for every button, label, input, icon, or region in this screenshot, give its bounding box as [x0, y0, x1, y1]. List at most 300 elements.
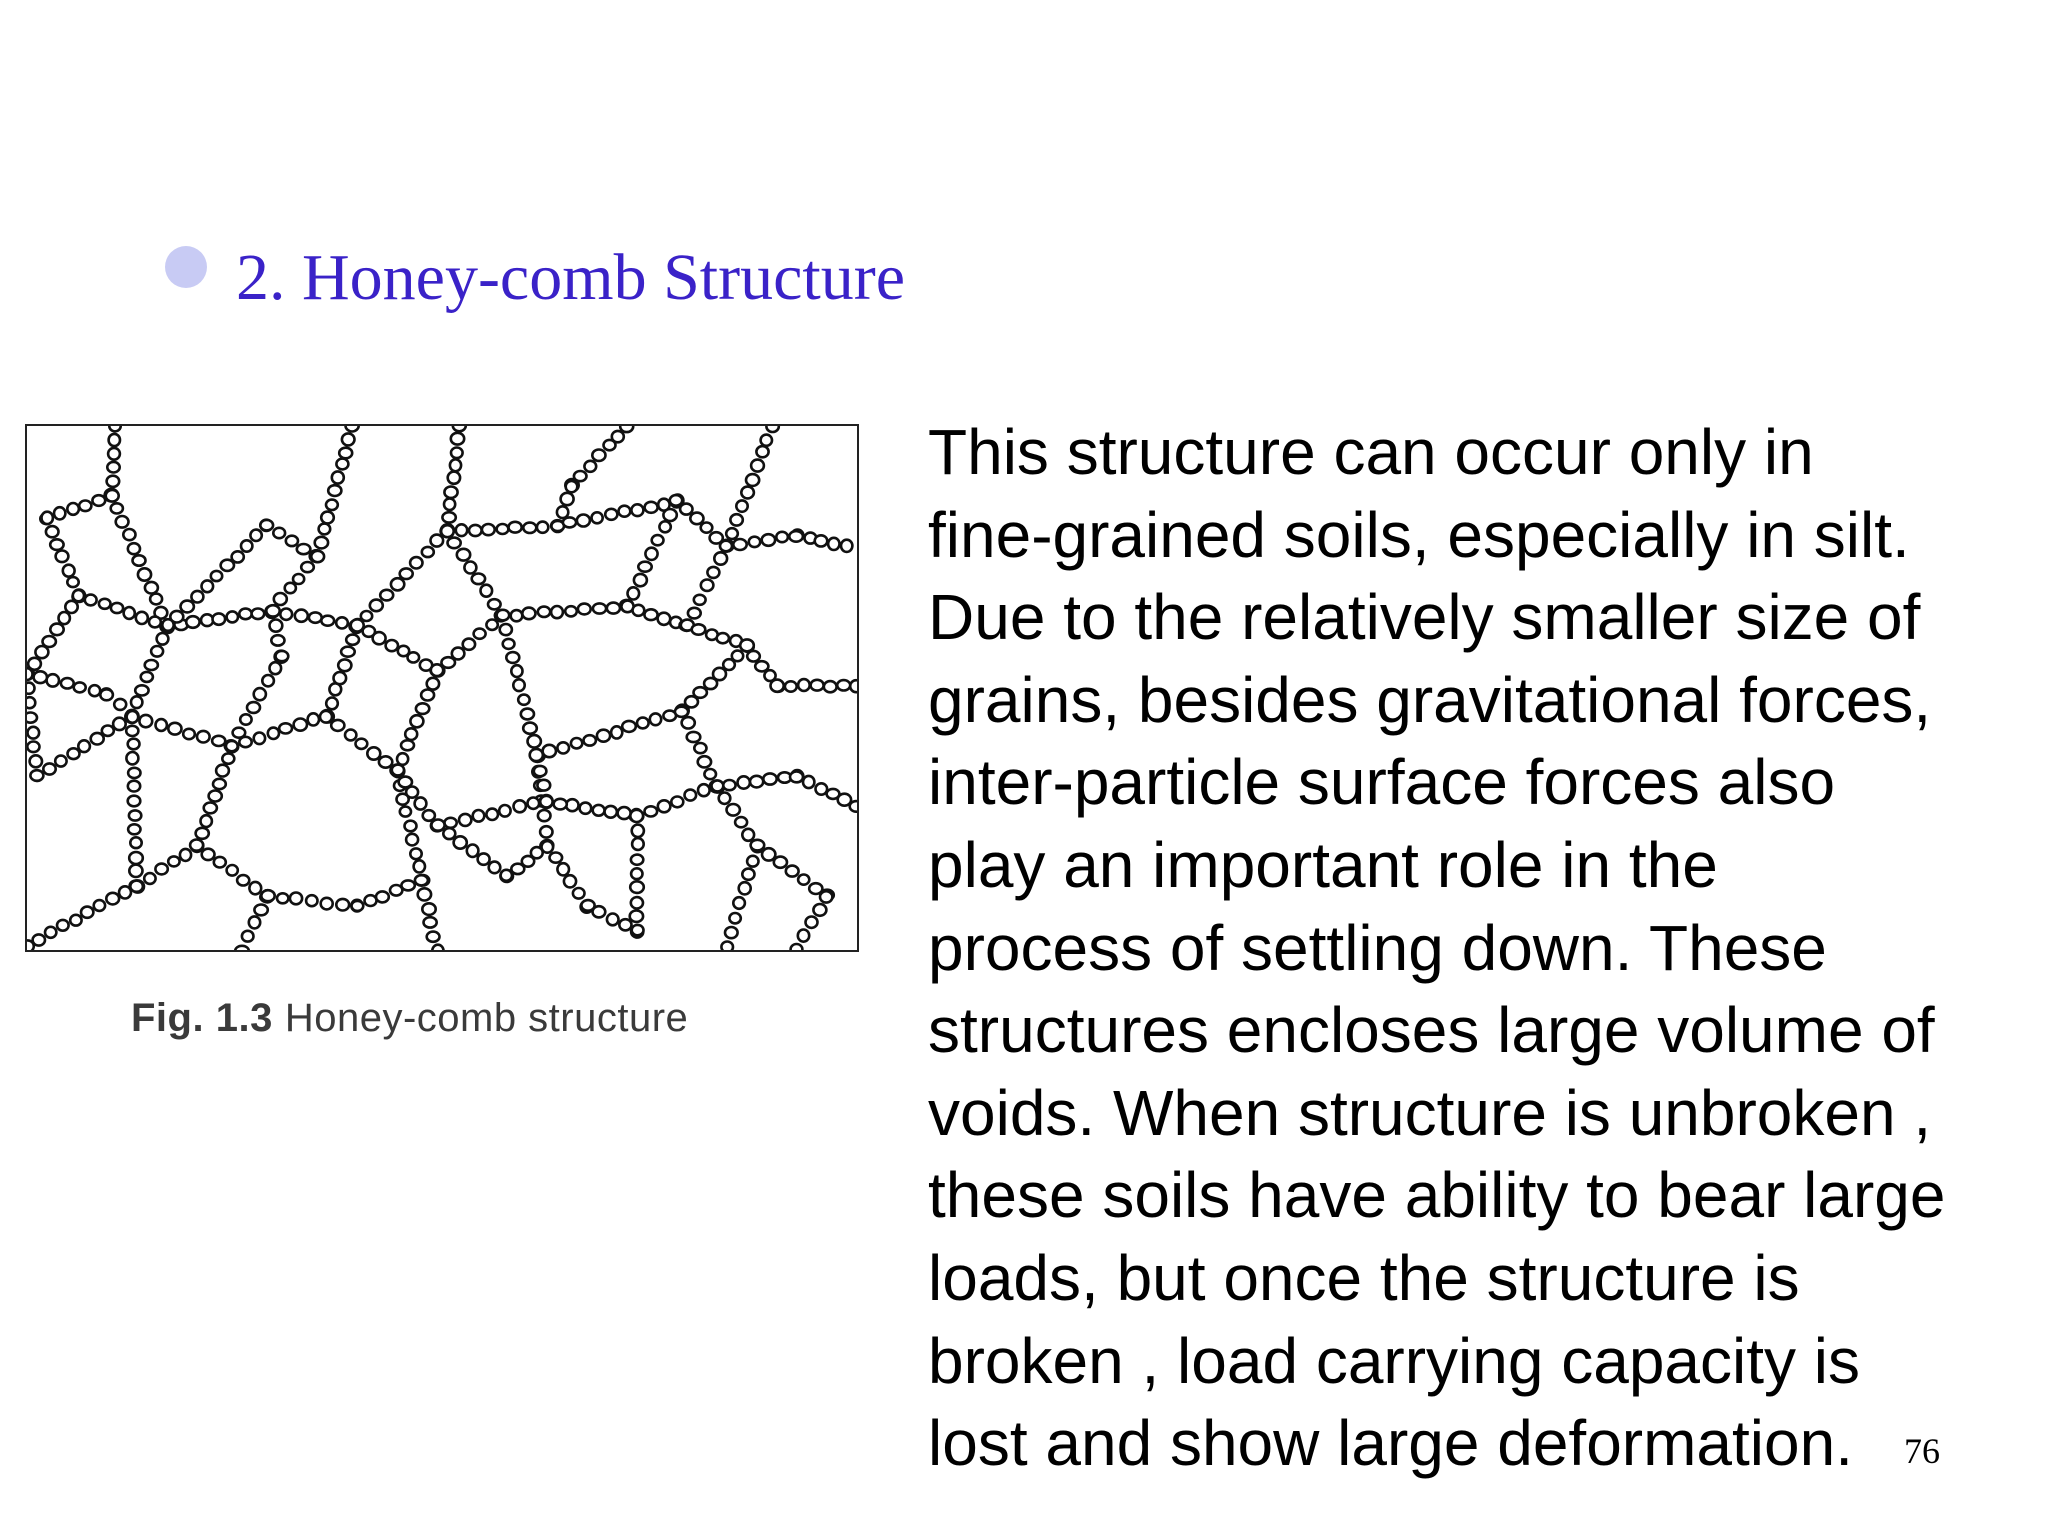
grain-particle [100, 689, 113, 700]
grain-particle [453, 426, 466, 431]
grain-particle [486, 809, 498, 820]
grain-particle [180, 849, 191, 861]
grain-particle [726, 528, 738, 539]
figure-caption-text: Honey-comb structure [284, 996, 689, 1040]
grain-particle [742, 829, 754, 841]
grain-particle [168, 856, 179, 866]
grain-particle [145, 582, 158, 594]
grain-particle [645, 548, 657, 560]
grain-particle [497, 524, 509, 534]
grain-particle [738, 776, 750, 788]
grain-particle [226, 741, 238, 751]
grain-particle [685, 790, 697, 801]
grain-particle [141, 672, 153, 682]
grain-particle [391, 578, 404, 590]
grain-particle [102, 726, 114, 736]
grain-particle [514, 800, 526, 812]
grain-particle [260, 520, 273, 530]
grain-particle [34, 671, 47, 683]
grain-particle [850, 801, 857, 812]
grain-particle [634, 574, 647, 586]
grain-particle [70, 915, 81, 926]
grain-particle [254, 905, 267, 916]
grain-particle [315, 537, 328, 549]
grain-particle [742, 869, 754, 880]
grain-particle [27, 683, 35, 694]
grain-particle [511, 610, 523, 621]
grain-particle [85, 595, 97, 606]
figure-caption-number: Fig. 1.3 [131, 996, 273, 1040]
grain-particle [54, 507, 65, 519]
body-paragraph [928, 411, 2028, 1485]
grain-particle [73, 590, 84, 601]
grain-particle [506, 652, 519, 663]
body-line: lost and show large deformation. [928, 1407, 1853, 1480]
grain-particle [774, 857, 787, 868]
grain-particle [235, 946, 249, 950]
grain-particle [131, 696, 142, 708]
grain-particle [249, 882, 261, 894]
grain-particle [557, 742, 569, 753]
grain-particle [750, 776, 763, 788]
grain-particle [820, 891, 832, 902]
grain-particle [99, 599, 111, 609]
grain-particle [339, 448, 352, 459]
grain-particle [644, 609, 657, 620]
grain-particle [762, 848, 775, 860]
grain-particle [139, 715, 152, 727]
grain-particle [658, 800, 671, 812]
grain-particle [356, 739, 368, 749]
grain-particle [593, 805, 605, 816]
grain-particle [650, 713, 661, 725]
grain-particle [144, 873, 155, 884]
grain-particle [128, 796, 141, 807]
grain-particle [285, 583, 296, 593]
grain-particle [239, 609, 251, 620]
grain-particle [574, 471, 587, 481]
grain-particle [336, 459, 348, 470]
grain-particle [528, 735, 541, 747]
grain-particle [336, 617, 348, 628]
grain-particle [537, 780, 550, 791]
grain-particle [571, 738, 582, 748]
grain-particle [463, 639, 475, 650]
body-line: these soils have ability to bear large [928, 1159, 1946, 1232]
grain-particle [733, 539, 746, 550]
grain-particle [320, 711, 332, 723]
grain-particle [45, 927, 56, 938]
grain-particle [416, 703, 429, 714]
grain-particle [345, 730, 356, 741]
slide-heading: 2. Honey-comb Structure [236, 241, 905, 314]
grain-particle [321, 616, 334, 626]
grain-particle [619, 506, 631, 517]
grain-particle [537, 522, 548, 533]
grain-particle [59, 612, 70, 624]
grain-particle [543, 745, 556, 757]
grain-particle [540, 826, 552, 837]
grain-particle [201, 815, 212, 827]
honeycomb-structure-illustration [27, 426, 857, 950]
grain-particle [538, 810, 551, 821]
grain-particle [474, 629, 486, 639]
grain-particle [551, 606, 563, 618]
grain-particle [27, 668, 33, 680]
grain-particle [523, 523, 536, 533]
grain-particle [790, 772, 803, 783]
grain-particle [190, 840, 203, 851]
grain-particle [221, 560, 234, 571]
grain-particle [63, 565, 75, 577]
grain-particle [197, 731, 210, 743]
grain-particle [365, 895, 377, 906]
grain-particle [92, 495, 105, 506]
grain-particle [128, 768, 140, 778]
grain-particle [400, 807, 411, 817]
honeycomb-figure [25, 424, 859, 952]
grain-particle [630, 911, 643, 922]
grain-particle [279, 723, 292, 733]
grain-particle [155, 864, 167, 875]
grain-particle [645, 806, 658, 816]
grain-particle [239, 737, 251, 747]
grain-particle [712, 780, 724, 791]
grain-particle [729, 913, 740, 923]
grain-particle [698, 756, 711, 767]
grain-particle [824, 681, 837, 692]
grain-particle [427, 678, 439, 690]
grain-particle [698, 784, 710, 796]
grain-particle [116, 516, 129, 528]
grain-particle [386, 640, 398, 651]
grain-particle [379, 756, 392, 767]
grain-particle [422, 903, 435, 915]
grain-particle [443, 828, 455, 839]
grain-particle [306, 895, 317, 906]
grain-particle [663, 509, 676, 521]
grain-particle [701, 523, 713, 533]
grain-particle [91, 733, 104, 745]
grain-particle [557, 506, 568, 518]
grain-particle [785, 681, 797, 691]
grain-particle [47, 674, 59, 686]
grain-particle [129, 865, 142, 877]
grain-particle [771, 680, 784, 692]
grain-particle [128, 543, 140, 554]
grain-particle [414, 860, 425, 872]
grain-particle [181, 601, 194, 613]
grain-particle [311, 551, 324, 562]
grain-particle [367, 747, 380, 759]
grain-particle [415, 875, 428, 885]
grain-particle [628, 587, 640, 599]
grain-particle [448, 472, 460, 484]
grain-particle [580, 803, 592, 814]
grain-particle [250, 530, 261, 541]
grain-particle [522, 608, 535, 620]
grain-particle [632, 825, 644, 837]
grain-particle [183, 729, 195, 739]
grain-particle [762, 534, 775, 546]
grain-particle [500, 624, 512, 635]
grain-particle [128, 781, 140, 792]
grain-particle [149, 617, 161, 628]
grain-particle [308, 713, 319, 725]
grain-particle [277, 893, 288, 903]
grain-particle [328, 485, 341, 496]
grain-particle [50, 539, 63, 550]
grain-particle [478, 853, 490, 864]
grain-particle [723, 780, 735, 790]
grain-particle [127, 711, 139, 723]
grain-particle [612, 431, 624, 442]
grain-particle [397, 753, 408, 765]
grain-particle [30, 755, 42, 767]
grain-particle [682, 717, 695, 728]
body-line: broken , load carrying capacity is [928, 1324, 1860, 1397]
grain-particle [704, 769, 716, 779]
grain-particle [563, 517, 576, 527]
grain-particle [473, 810, 485, 822]
grain-particle [503, 639, 515, 649]
grain-particle [741, 487, 754, 499]
grain-particle [128, 739, 140, 750]
grain-particle [735, 817, 747, 827]
grain-particle [431, 535, 444, 547]
grain-particle [326, 698, 338, 710]
grain-particle [687, 732, 701, 742]
grain-particle [719, 793, 731, 804]
grain-particle [405, 728, 417, 740]
grain-particle [293, 574, 304, 584]
body-line: process of settling down. These [928, 911, 1827, 984]
grain-particle [816, 783, 828, 794]
grain-particle [577, 515, 590, 527]
grain-particle [191, 591, 203, 603]
grain-particle [168, 723, 181, 735]
grain-particle [459, 814, 471, 826]
grain-particle [538, 607, 550, 617]
grain-particle [454, 836, 467, 848]
grain-particle [694, 743, 706, 753]
grain-particle [56, 551, 69, 563]
grain-particle [631, 897, 643, 908]
grain-particle [464, 562, 476, 574]
grain-particle [196, 828, 209, 839]
grain-particle [630, 810, 643, 822]
grain-particle [798, 875, 809, 885]
grain-particle [124, 607, 135, 619]
grain-particle [186, 616, 199, 628]
grain-particle [445, 818, 457, 828]
grain-particle [675, 707, 688, 717]
grain-particle [766, 426, 778, 432]
grain-particle [222, 753, 234, 763]
grain-particle [789, 531, 803, 542]
grain-particle [751, 840, 765, 851]
grain-particle [297, 544, 311, 554]
body-line: voids. When structure is unbroken , [928, 1076, 1932, 1149]
grain-particle [631, 504, 643, 516]
grain-particle [803, 776, 814, 788]
body-line: loads, but once the structure is [928, 1241, 1800, 1314]
grain-particle [114, 699, 126, 710]
grain-particle [65, 601, 77, 613]
grain-particle [331, 720, 344, 731]
grain-particle [841, 540, 852, 552]
grain-particle [550, 853, 563, 863]
grain-particle [145, 660, 158, 670]
grain-particle [776, 532, 788, 542]
grain-particle [632, 838, 644, 850]
grain-particle [410, 557, 422, 568]
grain-particle [565, 606, 577, 616]
grain-particle [136, 612, 148, 624]
grain-particle [723, 659, 735, 670]
grain-particle [632, 925, 644, 935]
grain-particle [619, 919, 631, 930]
grain-particle [736, 500, 747, 511]
grain-particle [27, 697, 35, 708]
grain-particle [133, 555, 146, 565]
grain-particle [688, 608, 701, 619]
grain-particle [659, 521, 670, 532]
grain-particle [109, 426, 120, 431]
grain-particle [618, 807, 631, 819]
grain-particle [401, 740, 414, 750]
grain-particle [27, 742, 39, 753]
grain-particle [209, 791, 222, 802]
grain-particle [202, 849, 215, 860]
grain-particle [415, 797, 427, 809]
grain-particle [720, 541, 732, 552]
grain-particle [254, 733, 265, 745]
grain-particle [410, 715, 423, 727]
grain-particle [472, 574, 485, 585]
grain-particle [123, 529, 135, 540]
grain-particle [448, 538, 461, 549]
grain-particle [42, 512, 53, 524]
body-line: structures encloses large volume of [928, 994, 1935, 1067]
grain-particle [573, 888, 585, 899]
grain-particle [336, 899, 349, 911]
grain-particle [791, 944, 803, 950]
grain-particle [67, 577, 78, 587]
grain-particle [451, 433, 464, 445]
grain-particle [638, 562, 651, 572]
grain-particle [252, 609, 265, 620]
grain-particle [79, 501, 91, 512]
grain-particle [670, 495, 682, 506]
grain-particle [786, 866, 799, 877]
grain-particle [746, 474, 759, 486]
grain-particle [467, 845, 479, 857]
grain-particle [528, 798, 540, 809]
grain-particle [457, 549, 470, 561]
grain-particle [727, 804, 740, 816]
grain-particle [157, 633, 169, 645]
grain-particle [126, 752, 138, 764]
grain-particle [701, 580, 714, 591]
grain-particle [837, 680, 850, 690]
grain-particle [74, 682, 86, 692]
grain-particle [798, 679, 810, 691]
grain-particle [107, 462, 119, 473]
grain-particle [30, 770, 43, 781]
grain-particle [427, 932, 440, 942]
grain-particle [294, 719, 307, 731]
grain-particle [138, 568, 151, 580]
grain-particle [431, 820, 444, 831]
grain-particle [421, 690, 434, 701]
grain-particle [622, 721, 636, 732]
grain-particle [342, 433, 355, 445]
grain-particle [380, 590, 393, 601]
grain-particle [232, 551, 244, 562]
grain-particle [50, 624, 63, 636]
grain-particle [113, 718, 126, 730]
grain-particle [630, 881, 644, 893]
body-line: play an important role in the [928, 828, 1718, 901]
grain-particle [607, 914, 619, 926]
grain-particle [274, 593, 287, 605]
grain-particle [557, 863, 569, 875]
grain-particle [607, 603, 620, 614]
grain-particle [406, 787, 418, 798]
grain-particle [212, 736, 225, 746]
grain-particle [361, 611, 372, 621]
grain-particle [530, 749, 543, 761]
grain-particle [432, 945, 443, 950]
grain-particle [542, 841, 554, 853]
grain-particle [721, 942, 733, 951]
grain-particle [271, 635, 284, 645]
grain-particle [739, 882, 751, 894]
grain-particle [68, 748, 80, 759]
grain-particle [486, 620, 497, 630]
grain-particle [390, 885, 402, 896]
grain-particle [513, 679, 524, 691]
grain-particle [813, 904, 826, 916]
grain-particle [352, 901, 364, 911]
grain-particle [671, 797, 683, 808]
grain-particle [850, 680, 857, 692]
grain-particle [162, 619, 173, 631]
grain-particle [128, 824, 140, 834]
grain-particle [611, 726, 622, 738]
grain-particle [798, 930, 809, 942]
grain-particle [254, 688, 266, 700]
grain-particle [135, 685, 148, 695]
grain-particle [584, 461, 596, 472]
grain-particle [129, 852, 143, 864]
grain-particle [730, 514, 742, 525]
grain-particle [213, 613, 226, 624]
grain-particle [499, 805, 510, 817]
grain-particle [406, 834, 418, 846]
body-line: This structure can occur only in [928, 416, 1814, 488]
grain-particle [295, 610, 308, 622]
grain-particle [584, 735, 596, 745]
grain-particle [410, 848, 421, 859]
grain-particle [761, 435, 772, 446]
grain-particle [392, 765, 404, 776]
grain-particle [431, 664, 443, 676]
grain-particle [540, 796, 552, 808]
grain-particle [270, 620, 283, 632]
grain-particle [518, 695, 529, 705]
